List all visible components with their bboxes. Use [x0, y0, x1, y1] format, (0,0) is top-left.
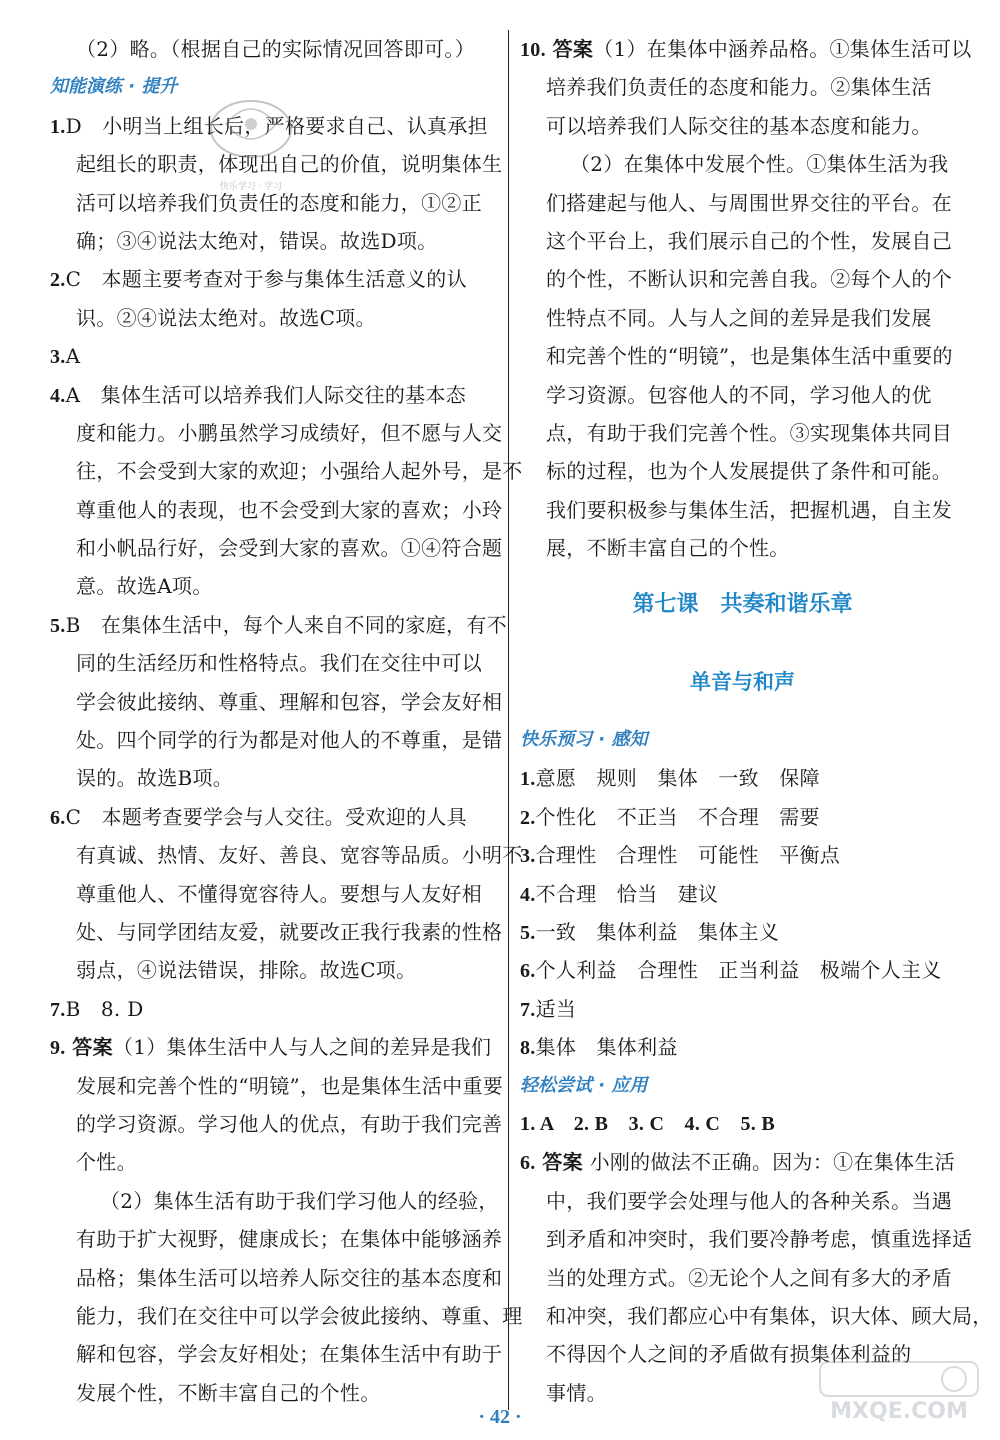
answer-line: C 本题主要考查对于参与集体生活意义的认: [65, 267, 467, 292]
answer-line: 度和能力。小鹏虽然学习成绩好，但不愿与人交: [76, 420, 503, 445]
preview-text: 集体 集体利益: [535, 1035, 678, 1060]
answer-line: 的学习资源。学习他人的优点，有助于我们完善: [76, 1111, 503, 1136]
answer-line: 个性。: [76, 1150, 137, 1175]
answer-line: 确；③④说法太绝对，错误。故选D项。: [76, 228, 438, 253]
answer-line: （1）集体生活中人与人之间的差异是我们: [112, 1035, 492, 1060]
preview-item: [520, 951, 965, 989]
answer-line: 的个性，不断认识和完善自我。②每个人的个: [546, 267, 952, 292]
answer-line: 尊重他人、不懂得宽容待人。要想与人友好相: [76, 881, 482, 906]
answer-line: 起组长的职责，体现出自己的价值，说明集体生: [76, 152, 503, 177]
stamp-text: 快乐学习 · 学习: [219, 182, 283, 192]
answer-line: 和完善个性的“明镜”，也是集体生活中重要的: [546, 344, 953, 369]
answer-line: 误的。故选B项。: [76, 766, 234, 791]
left-answer-list: [50, 107, 523, 1028]
answer-line: 展，不断丰富自己的个性。: [546, 536, 790, 561]
right-column: [520, 30, 993, 1412]
item-number: 1.: [50, 115, 66, 138]
preview-item: [520, 990, 965, 1028]
answer-line: 性特点不同。人与人之间的差异是我们发展: [546, 305, 932, 330]
section-title-practice: 知能演练 · 提升: [50, 76, 178, 98]
answer-line: C 本题考查要学会与人交往。受欢迎的人具: [65, 804, 467, 829]
preview-text: 不合理 恰当 建议: [535, 881, 719, 906]
answer-line: 发展个性，不断丰富自己的个性。: [76, 1380, 381, 1405]
answer-item: [50, 606, 507, 798]
answer-line: 培养我们负责任的态度和能力。②集体生活: [546, 75, 932, 100]
answer-label: 答案: [72, 1035, 113, 1060]
item-number: 5.: [50, 614, 66, 637]
item-number: 2.: [520, 806, 536, 829]
item-number: 6.: [520, 960, 536, 983]
unit-title: 单音与和声: [690, 670, 795, 695]
answer-item: [50, 260, 495, 337]
answer-line: （2）在集体中发展个性。①集体生活为我: [570, 152, 949, 177]
answer-line: 点，有助于我们完善个性。③实现集体共同目: [546, 420, 952, 445]
answer-line: 不得因个人之间的矛盾做有损集体利益的: [546, 1342, 912, 1367]
answer-line: A 集体生活可以培养我们人际交往的基本态: [65, 382, 467, 407]
preview-item: [520, 875, 965, 913]
answer-line: 处。四个同学的行为都是对他人的不尊重，是错: [76, 728, 503, 753]
preview-text: 适当: [535, 996, 577, 1021]
answer-line: 这个平台上，我们展示自己的个性，发展自己: [546, 228, 952, 253]
answer-line: 能力，我们在交往中可以学会彼此接纳、尊重、理: [76, 1303, 523, 1328]
answer-line: B 在集体生活中，每个人来自不同的家庭，有不: [65, 612, 507, 637]
answer-item: [50, 798, 523, 990]
answer-line: 可以培养我们人际交往的基本态度和能力。: [546, 113, 932, 138]
answer-line: 识。②④说法太绝对。故选C项。: [76, 305, 376, 330]
answer-line: 学习资源。包容他人的不同，学习他人的优: [546, 382, 932, 407]
preview-text: 意愿 规则 集体 一致 保障: [535, 766, 820, 791]
item-number: 7.: [520, 998, 536, 1021]
answer-line: 发展和完善个性的“明镜”，也是集体生活中重要: [76, 1073, 504, 1098]
answer-line: 们搭建起与他人、与周围世界交往的平台。在: [546, 190, 952, 215]
answer-line: 我们要积极参与集体生活，把握机遇，自主发: [546, 497, 952, 522]
preview-item: [520, 836, 965, 874]
answer-row: [50, 260, 495, 298]
lesson-title: 第七课 共奏和谐乐章: [632, 592, 853, 618]
answer-line: 处、与同学团结友爱，就要改正我行我素的性格: [76, 919, 503, 944]
answer-row: [50, 606, 507, 644]
answer-line: 品格；集体生活可以培养人际交往的基本态度和: [76, 1265, 503, 1290]
preview-text: 个性化 不正当 不合理 需要: [535, 804, 820, 829]
page-number: · 42 ·: [478, 1406, 522, 1428]
preview-item: [520, 798, 965, 836]
answer-10: [520, 30, 972, 567]
try-answers-line: 1. A 2. B 3. C 4. C 5. B: [520, 1112, 776, 1135]
preview-item: [520, 1028, 965, 1066]
stamp-image: [196, 84, 306, 194]
answer-line: 学会彼此接纳、尊重、理解和包容，学会友好相: [76, 689, 503, 714]
item-number: 8.: [520, 1037, 536, 1060]
answer-line: 标的过程，也为个人发展提供了条件和可能。: [546, 459, 952, 484]
item-number: 6.: [520, 1152, 536, 1175]
answer-line: A: [65, 344, 81, 369]
answer-line: 有助于扩大视野，健康成长；在集体中能够涵养: [76, 1227, 503, 1252]
answer-row: [50, 798, 495, 836]
item-number: 7.: [50, 998, 66, 1021]
answer-line: 事情。: [546, 1380, 607, 1405]
preview-text: 个人利益 合理性 正当利益 极端个人主义: [535, 958, 942, 983]
preview-item: [520, 759, 965, 797]
answer-line: 活可以培养我们负责任的态度和能力，①②正: [76, 190, 482, 215]
answer-item: [50, 990, 495, 1028]
item-number: 5.: [520, 922, 536, 945]
answer-line: 当的处理方式。②无论个人之间有多大的矛盾: [546, 1265, 952, 1290]
watermark-text: MXQE.COM: [830, 1399, 968, 1424]
section-title-preview: 快乐预习 · 感知: [520, 729, 648, 751]
item-number: 4.: [50, 384, 66, 407]
answer-line: 和小帆品行好，会受到大家的喜欢。①④符合题: [76, 536, 503, 561]
column-divider: [508, 30, 509, 1410]
answer-line: 解和包容，学会友好相处；在集体生活中有助于: [76, 1342, 503, 1367]
answer-row: [50, 376, 495, 414]
answer-line: （2）集体生活有助于我们学习他人的经验，: [100, 1188, 499, 1213]
answer-item: [50, 376, 523, 606]
answer-9: [50, 1028, 523, 1412]
preview-item: [520, 913, 965, 951]
item-number: 4.: [520, 883, 536, 906]
answer-line: 小刚的做法不正确。因为：①在集体生活: [589, 1150, 955, 1175]
item-number: 3.: [520, 845, 536, 868]
answer-line: 到矛盾和冲突时，我们要冷静考虑，慎重选择适: [546, 1227, 973, 1252]
item-number: 6.: [50, 806, 66, 829]
answer-line: 意。故选A项。: [76, 574, 213, 599]
watermark-logo: [814, 1358, 984, 1424]
item-number: 2.: [50, 269, 66, 292]
answer-line: 同的生活经历和性格特点。我们在交往中可以: [76, 651, 482, 676]
item-number: 10.: [520, 39, 546, 61]
answer-item: [50, 337, 495, 375]
answer-line: 有真诚、热情、友好、善良、宽容等品质。小明不: [76, 843, 523, 868]
section-title-try: 轻松尝试 · 应用: [520, 1074, 648, 1096]
preview-answer-list: [520, 759, 965, 1066]
answer-line: 和冲突，我们都应心中有集体，识大体、顾大局，: [546, 1303, 993, 1328]
answer-line: D 小明当上组长后，严格要求自己、认真承担: [65, 113, 488, 138]
answer-row: [50, 990, 495, 1028]
item-number: 9.: [50, 1037, 66, 1060]
answer-label: 答案: [542, 1150, 583, 1175]
answer-line: B 8. D: [65, 996, 144, 1021]
answer-line: （1）在集体中涵养品格。①集体生活可以: [593, 37, 972, 61]
left-column: [50, 30, 523, 1412]
answer-line: 中，我们要学会处理与他人的各种关系。当遇: [546, 1188, 952, 1213]
item-number: 3.: [50, 346, 66, 369]
answer-10-part2: [520, 145, 965, 567]
preview-text: 一致 集体利益 集体主义: [535, 920, 780, 945]
answer-line: 弱点，④说法错误，排除。故选C项。: [76, 958, 417, 983]
answer-line: 往，不会受到大家的欢迎；小强给人起外号，是不: [76, 459, 523, 484]
answer-line: 尊重他人的表现，也不会受到大家的喜欢；小玲: [76, 497, 503, 522]
answer-label: 答案: [552, 37, 594, 61]
preview-text: 合理性 合理性 可能性 平衡点: [535, 843, 841, 868]
answer-row: [50, 337, 495, 375]
item-number: 1.: [520, 768, 536, 791]
top-line: （2）略。（根据自己的实际情况回答即可。）: [76, 37, 476, 61]
